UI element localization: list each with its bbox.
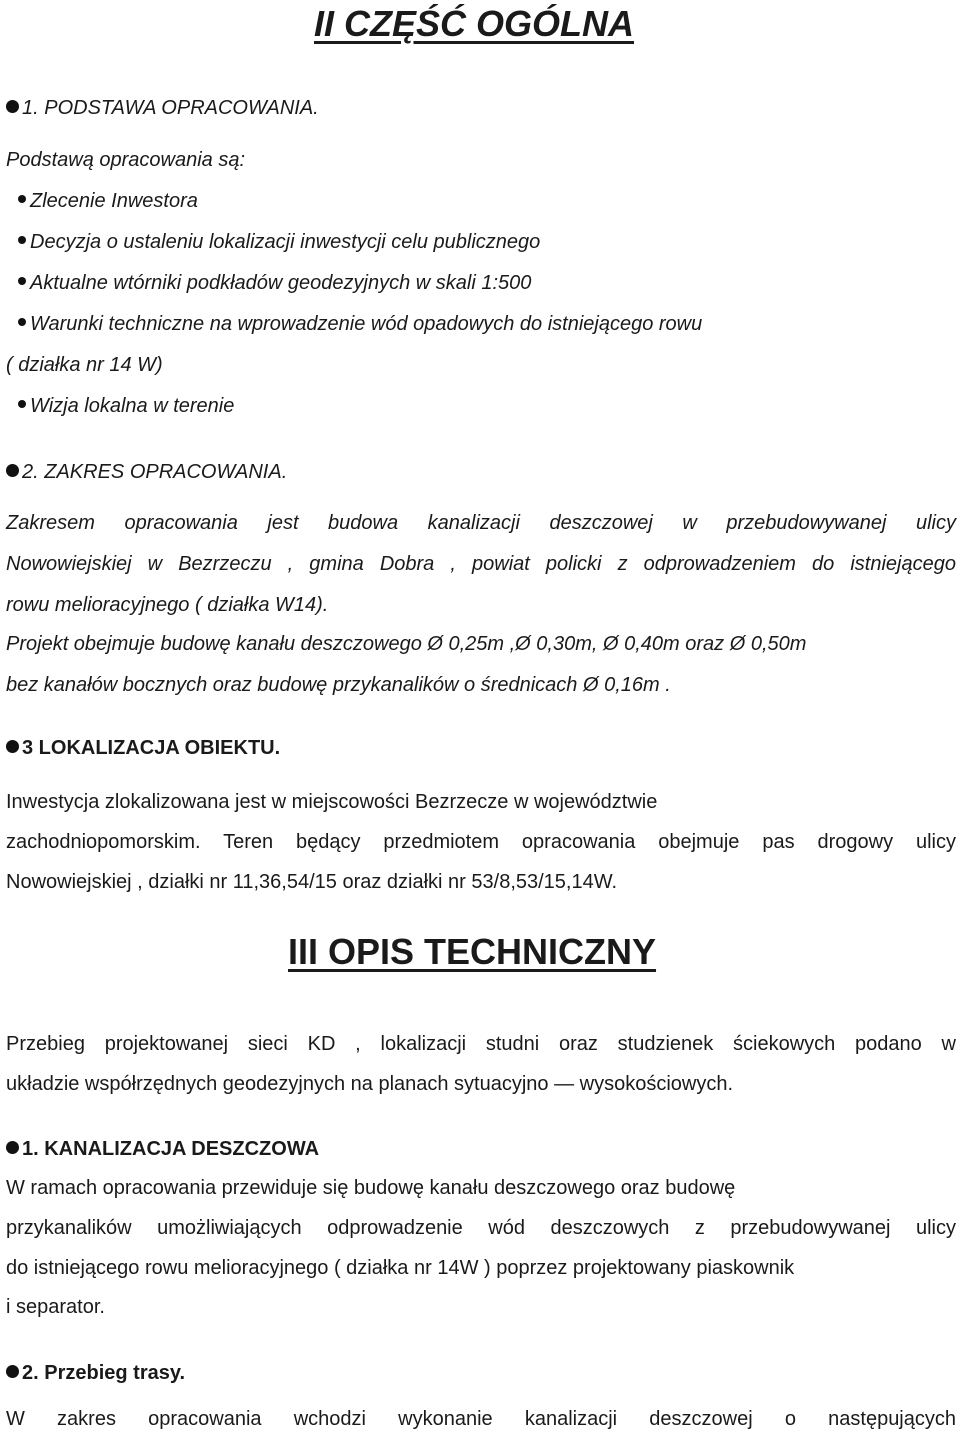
list-item-continuation: ( działka nr 14 W) bbox=[6, 354, 163, 376]
section2-heading bbox=[6, 460, 287, 484]
part3-title: III OPIS TECHNICZNY bbox=[288, 931, 657, 972]
part3-section2-heading bbox=[6, 1361, 185, 1385]
paragraph-line: do istniejącego rowu melioracyjnego ( działka nr 14W ) poprzez projektowany piaskownik bbox=[6, 1257, 795, 1279]
list-item: Zlecenie Inwestora bbox=[18, 189, 198, 213]
paragraph-line: i separator. bbox=[6, 1296, 105, 1318]
paragraph-line: Projekt obejmuje budowę kanału deszczowego Ø 0,25m ,Ø 0,30m, Ø 0,40m oraz Ø 0,50m bbox=[6, 633, 807, 655]
bullet-dot-icon bbox=[6, 1365, 19, 1378]
paragraph-line: układzie współrzędnych geodezyjnych na planach sytuacyjno — wysokościowych. bbox=[6, 1073, 734, 1095]
bullet-dot-icon bbox=[6, 464, 19, 477]
paragraph-line: Zakresem opracowania jest budowa kanalizacji deszczowej w przebudowywanej ulicy bbox=[6, 512, 956, 534]
bullet-icon bbox=[18, 236, 26, 244]
section2-heading-text: 2. ZAKRES OPRACOWANIA. bbox=[22, 461, 288, 483]
bullet-icon bbox=[18, 318, 26, 326]
paragraph-line: zachodniopomorskim. Teren będący przedmiotem opracowania obejmuje pas drogowy ulicy bbox=[6, 831, 956, 853]
paragraph-line: Nowowiejskiej , działki nr 11,36,54/15 oraz działki nr 53/8,53/15,14W. bbox=[6, 871, 618, 893]
bullet-icon bbox=[18, 277, 26, 285]
part3-section2-heading-text: 2. Przebieg trasy. bbox=[22, 1362, 186, 1384]
paragraph-line: bez kanałów bocznych oraz budowę przykanalików o średnicach Ø 0,16m . bbox=[6, 674, 671, 696]
section3-heading-text: 3 LOKALIZACJA OBIEKTU. bbox=[22, 737, 281, 759]
section1-heading-text: 1. PODSTAWA OPRACOWANIA. bbox=[22, 97, 319, 119]
paragraph-line: Nowowiejskiej w Bezrzeczu , gmina Dobra , powiat policki z odprowadzeniem do istniejącego bbox=[6, 553, 956, 575]
part3-section1-heading bbox=[6, 1137, 319, 1161]
part3-section1-heading-text: 1. KANALIZACJA DESZCZOWA bbox=[22, 1138, 320, 1160]
paragraph-line: W ramach opracowania przewiduje się budowę kanału deszczowego oraz budowę bbox=[6, 1177, 736, 1199]
paragraph-line: Inwestycja zlokalizowana jest w miejscowości Bezrzecze w województwie bbox=[6, 791, 658, 813]
paragraph-line: W zakres opracowania wchodzi wykonanie kanalizacji deszczowej o następujących bbox=[6, 1408, 956, 1430]
section1-intro: Podstawą opracowania są: bbox=[6, 149, 246, 171]
bullet-dot-icon bbox=[6, 1141, 19, 1154]
list-item: Wizja lokalna w terenie bbox=[18, 394, 234, 418]
section3-heading bbox=[6, 736, 280, 760]
bullet-dot-icon bbox=[6, 100, 19, 113]
paragraph-line: rowu melioracyjnego ( działka W14). bbox=[6, 594, 329, 616]
bullet-icon bbox=[18, 400, 26, 408]
paragraph-line: przykanalików umożliwiających odprowadzenie wód deszczowych z przebudowywanej ulicy bbox=[6, 1217, 956, 1239]
paragraph-line: Przebieg projektowanej sieci KD , lokalizacji studni oraz studzienek ściekowych podano w bbox=[6, 1033, 956, 1055]
list-item: Decyzja o ustaleniu lokalizacji inwestycji celu publicznego bbox=[18, 230, 540, 254]
part2-title: II CZĘŚĆ OGÓLNA bbox=[314, 3, 635, 44]
section1-heading bbox=[6, 96, 319, 120]
list-item: Warunki techniczne na wprowadzenie wód opadowych do istniejącego rowu bbox=[18, 312, 702, 336]
list-item: Aktualne wtórniki podkładów geodezyjnych w skali 1:500 bbox=[18, 271, 531, 295]
bullet-dot-icon bbox=[6, 740, 19, 753]
bullet-icon bbox=[18, 195, 26, 203]
